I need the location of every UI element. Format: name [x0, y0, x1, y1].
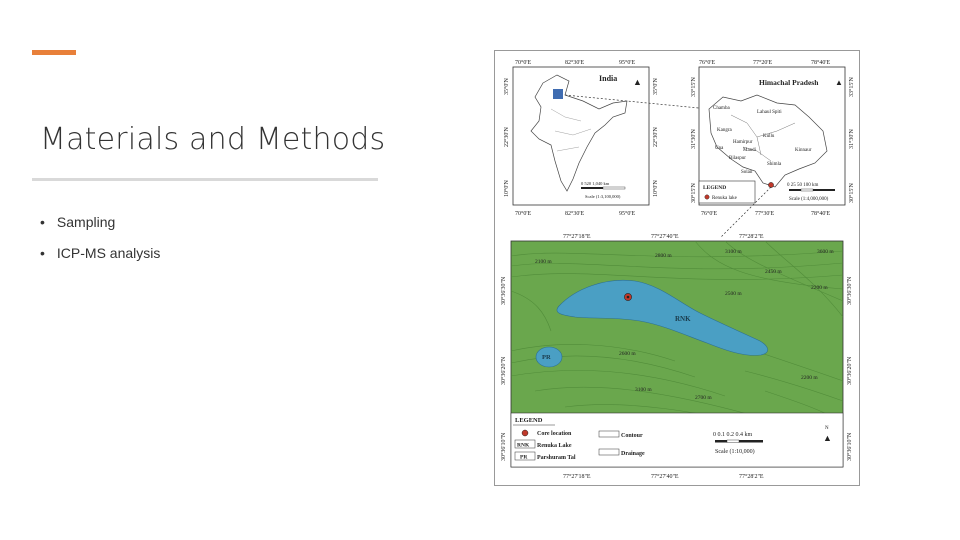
- legend-item: Drainage: [621, 451, 645, 457]
- north-arrow-icon: ▲: [835, 78, 843, 87]
- coord-label: 95°0'E: [619, 211, 636, 217]
- elevation-label: 2450 m: [765, 269, 782, 275]
- coord-label: 77°20'E: [753, 60, 773, 66]
- coord-label: 77°27'40"E: [651, 474, 679, 480]
- scale-ticks: 0 0.1 0.2 0.4 km: [713, 432, 753, 438]
- legend-item: Parshuram Tal: [537, 455, 576, 461]
- district-label: Bilaspur: [729, 156, 746, 161]
- coord-label: 70°0'E: [515, 60, 532, 66]
- scale-ticks: 0 520 1,040 km: [581, 181, 610, 186]
- lake-label-rnk: RNK: [675, 315, 691, 323]
- coord-label: 22°30'N: [653, 127, 659, 147]
- district-label: Lahaul Spiti: [757, 110, 782, 115]
- coord-label: 31°30'N: [849, 129, 855, 149]
- north-label: N: [825, 426, 829, 431]
- map-label-india: India: [599, 74, 618, 83]
- coord-label: 30°36'20"N: [847, 356, 853, 385]
- coord-label: 35°0'N: [653, 78, 659, 95]
- elevation-label: 2200 m: [801, 375, 818, 381]
- scale-ticks: 0 25 50 100 km: [787, 183, 819, 188]
- coord-label: 30°15'N: [849, 183, 855, 203]
- hp-highlight: [553, 89, 563, 99]
- coord-label: 35°0'N: [504, 78, 510, 95]
- legend-item: Contour: [621, 433, 643, 439]
- legend-title: LEGEND: [515, 417, 543, 424]
- elevation-label: 2200 m: [811, 285, 828, 291]
- coord-label: 76°0'E: [699, 60, 716, 66]
- legend-code: PR: [520, 454, 528, 461]
- district-label: Solan: [741, 170, 753, 175]
- coord-label: 77°27'18"E: [563, 474, 591, 480]
- coord-label: 77°27'18"E: [563, 234, 591, 240]
- district-label: Kinnaur: [795, 148, 812, 153]
- bullet-item: • Sampling: [40, 214, 160, 230]
- district-label: Kullu: [763, 134, 775, 139]
- coord-label: 30°36'20"N: [501, 356, 507, 385]
- renuka-marker: [768, 182, 773, 187]
- bullet-list: [40, 214, 160, 276]
- coord-label: 30°36'10"N: [501, 432, 507, 461]
- coord-label: 31°30'N: [691, 129, 697, 149]
- elevation-label: 2100 m: [535, 259, 552, 265]
- elevation-label: 2600 m: [619, 351, 636, 357]
- coord-label: 77°28'2"E: [739, 474, 764, 480]
- coord-label: 78°40'E: [811, 211, 831, 217]
- coord-label: 70°0'E: [515, 211, 532, 217]
- scale-text: Scale (1:3,100,000): [585, 194, 621, 199]
- coord-label: 10°0'N: [504, 180, 510, 197]
- coord-label: 33°15'N: [849, 77, 855, 97]
- coord-label: 30°15'N: [691, 183, 697, 203]
- coord-label: 78°40'E: [811, 60, 831, 66]
- district-label: Mandi: [743, 148, 757, 153]
- north-arrow-icon: ▲: [633, 77, 642, 87]
- coord-label: 30°36'30"N: [847, 276, 853, 305]
- elevation-label: 2800 m: [655, 253, 672, 259]
- study-area-map: [495, 51, 859, 485]
- coord-label: 82°30'E: [565, 60, 585, 66]
- elevation-label: 3600 m: [817, 249, 834, 255]
- slide-title: Materials and Methods: [40, 122, 386, 157]
- coord-label: 77°27'40"E: [651, 234, 679, 240]
- coord-label: 77°28'2"E: [739, 234, 764, 240]
- study-area-figure: [494, 50, 860, 486]
- coord-label: 82°30'E: [565, 211, 585, 217]
- coord-label: 30°36'30"N: [501, 276, 507, 305]
- elevation-label: 2700 m: [695, 395, 712, 401]
- india-map: [503, 59, 659, 217]
- district-label: Shimla: [767, 162, 782, 167]
- elevation-label: 2500 m: [725, 291, 742, 297]
- scale-text: Scale (1:4,000,000): [789, 197, 829, 202]
- coord-label: 77°30'E: [755, 211, 775, 217]
- coord-label: 95°0'E: [619, 60, 636, 66]
- elevation-label: 3100 m: [725, 249, 742, 255]
- district-label: Hamirpur: [733, 140, 753, 145]
- legend-item: Renuka Lake: [537, 443, 572, 449]
- district-label: Kangra: [717, 128, 732, 133]
- district-label: Chamba: [713, 106, 730, 111]
- hp-map: [690, 59, 855, 217]
- coord-label: 10°0'N: [653, 180, 659, 197]
- lake-label-pr: PR: [542, 354, 551, 361]
- coord-label: 76°0'E: [701, 211, 718, 217]
- scale-text: Scale (1:10,000): [715, 449, 755, 455]
- coord-label: 33°15'N: [691, 77, 697, 97]
- title-accent-bar: [32, 50, 76, 55]
- legend-code: RNK: [517, 442, 530, 449]
- legend-title: LEGEND: [703, 185, 727, 191]
- coord-label: 30°36'10"N: [847, 432, 853, 461]
- legend-item: Core location: [537, 431, 572, 437]
- coord-label: 22°30'N: [504, 127, 510, 147]
- lake-map: [500, 233, 853, 480]
- district-label: Una: [715, 146, 724, 151]
- map-label-hp: Himachal Pradesh: [759, 78, 819, 87]
- legend-item: Renuka lake: [712, 196, 737, 201]
- elevation-label: 3100 m: [635, 387, 652, 393]
- north-arrow-icon: ▲: [823, 433, 832, 443]
- title-divider: [32, 178, 378, 181]
- bullet-item: • ICP-MS analysis: [40, 245, 160, 261]
